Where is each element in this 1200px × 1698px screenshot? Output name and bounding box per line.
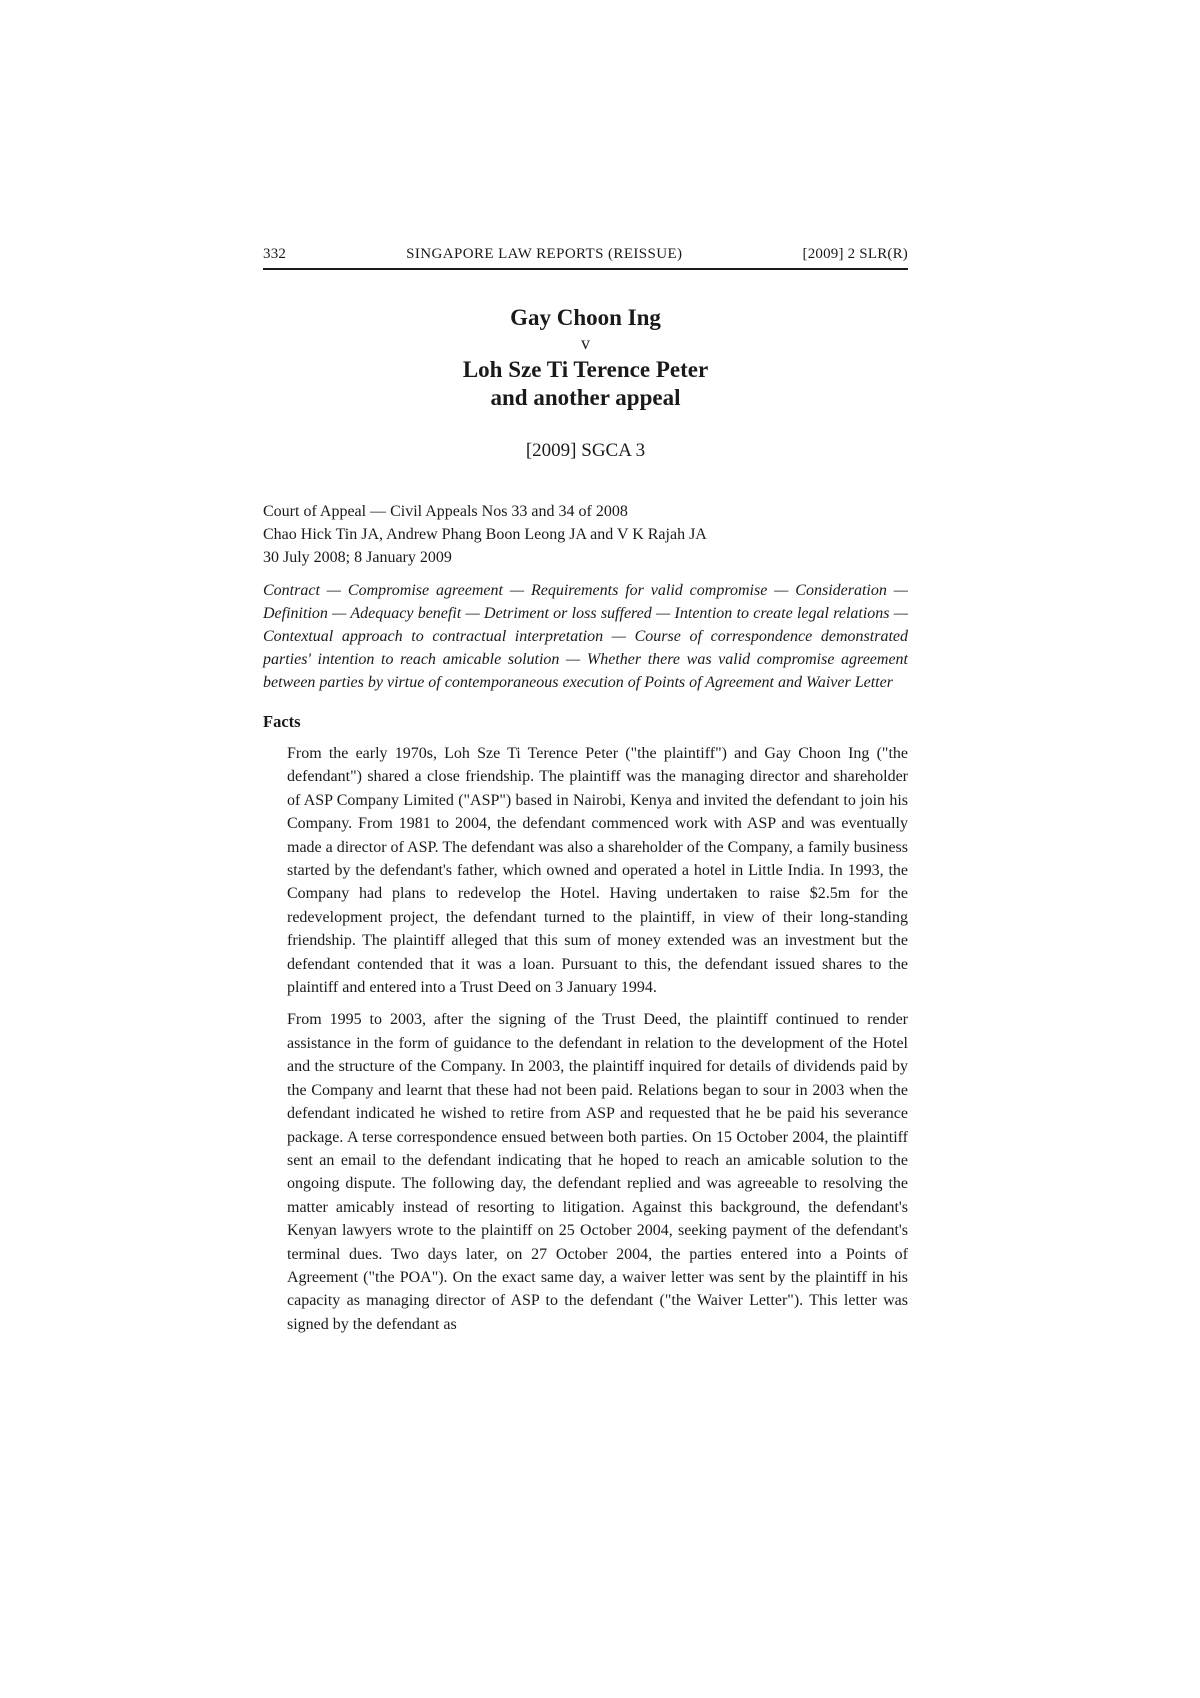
report-title: SINGAPORE LAW REPORTS (REISSUE)	[406, 246, 683, 262]
appellant-name: Gay Choon Ing	[510, 305, 661, 330]
case-metadata	[263, 500, 908, 569]
respondent-name-continued: and another appeal	[490, 385, 681, 410]
case-title	[263, 304, 908, 412]
facts-paragraph: From 1995 to 2003, after the signing of the Trust Deed, the plaintiff continued to render assistance in the form of guidance to the defendant in relation to the development of the Hotel and the structure of the Company. In 2003, the plaintiff inquired for details of dividends paid by the Company and learnt that these had not been paid. Relations began to sour in 2003 when the defendant indicated he wished to retire from ASP and requested that he be paid his severance package. A terse correspondence ensued between both parties. On 15 October 2004, the plaintiff sent an email to the defendant indicating that he hoped to reach an amicable solution to the ongoing dispute. The following day, the defendant replied and was agreeable to resolving the matter amicably instead of resorting to litigation. Against this background, the defendant's Kenyan lawyers wrote to the plaintiff on 25 October 2004, seeking payment of the defendant's terminal dues. Two days later, on 27 October 2004, the parties entered into a Points of Agreement ("the POA"). On the exact same day, a waiver letter was sent by the plaintiff in his capacity as managing director of ASP to the defendant ("the Waiver Letter"). This letter was signed by the defendant as	[287, 1011, 908, 1333]
facts-paragraph: From the early 1970s, Loh Sze Ti Terence Peter ("the plaintiff") and Gay Choon Ing ("the defendant") shared a close friendship. The plaintiff was the managing director and shareholder of ASP Company Limited ("ASP") based in Nairobi, Kenya and invited the defendant to join his Company. From 1981 to 2004, the defendant commenced work with ASP and was eventually made a director of ASP. The defendant was also a shareholder of the Company, a family business started by the defendant's father, which owned and operated a hotel in Little India. In 1993, the Company had plans to redevelop the Hotel. Having undertaken to raise $2.5m for the redevelopment project, the defendant turned to the plaintiff, in view of their long-standing friendship. The plaintiff alleged that this sum of money extended was an investment but the defendant contended that it was a loan. Pursuant to this, the defendant issued shares to the plaintiff and entered into a Trust Deed on 3 January 1994.	[287, 745, 908, 997]
versus-label: v	[581, 333, 590, 353]
court-line: Court of Appeal — Civil Appeals Nos 33 and 34 of 2008	[263, 503, 628, 520]
law-report-page	[263, 246, 908, 1336]
respondent-name: Loh Sze Ti Terence Peter	[462, 357, 709, 382]
page-number: 332	[263, 246, 287, 262]
running-header	[263, 246, 908, 270]
catchwords: Contract — Compromise agreement — Requirements for valid compromise — Consideration — Definition — Adequacy benefit — Detriment or loss suffered — Intention to create legal relations — Contextual approach to contractual interpretation — Course of correspondence demonstrated parties' intention to reach amicable solution — Whether there was valid compromise agreement between parties by virtue of contemporaneous execution of Points of Agreement and Waiver Letter	[263, 582, 908, 691]
volume-citation: [2009] 2 SLR(R)	[802, 246, 908, 262]
neutral-citation: [2009] SGCA 3	[525, 440, 646, 461]
facts-heading: Facts	[263, 712, 301, 731]
dates-line: 30 July 2008; 8 January 2009	[263, 549, 452, 566]
judges-line: Chao Hick Tin JA, Andrew Phang Boon Leong JA and V K Rajah JA	[263, 526, 707, 543]
